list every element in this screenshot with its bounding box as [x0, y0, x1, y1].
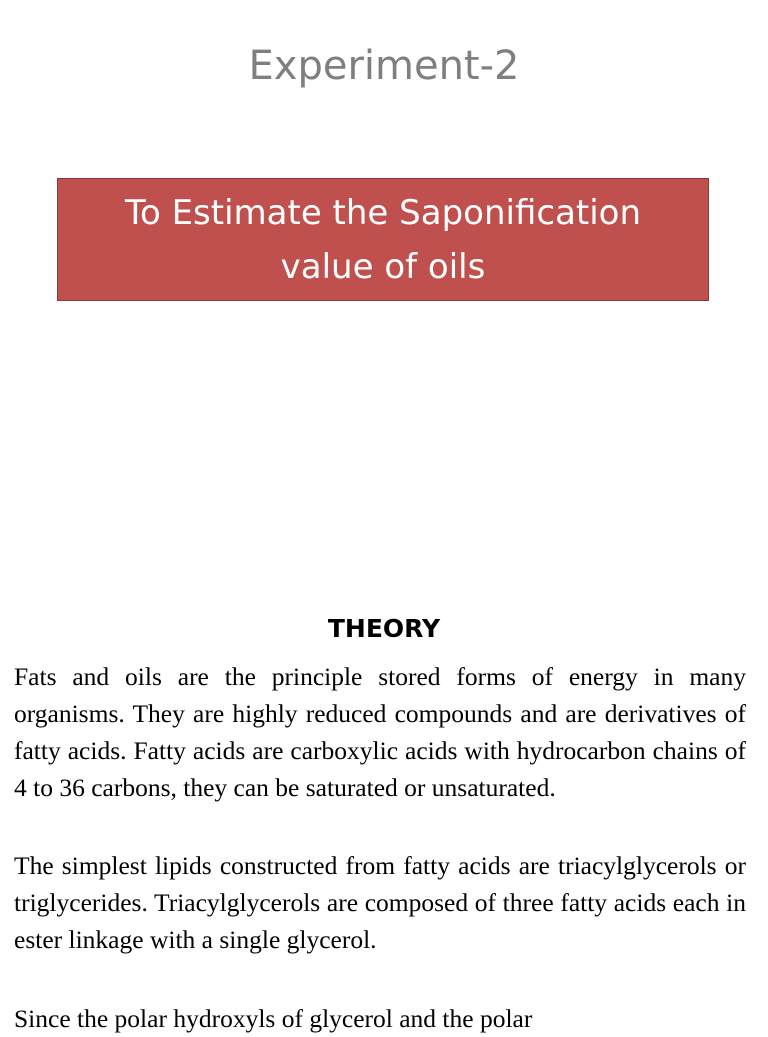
slide-title: Experiment-2	[248, 43, 520, 89]
theory-paragraph-1: Fats and oils are the principle stored forms of energy in many organisms. They are highly reduced compounds and are derivatives of fatty acids. Fatty acids are carboxylic acids with hydrocarbon chains of 4 to 36 carbons, they can be saturated or unsaturated.	[14, 662, 746, 802]
banner-line-1: To Estimate the Saponification	[124, 192, 642, 233]
theory-heading: THEORY	[327, 614, 441, 643]
theory-paragraph-3: Since the polar hydroxyls of glycerol and the polar	[14, 1004, 533, 1033]
theory-paragraph-2: The simplest lipids constructed from fatty acids are triacylglycerols or triglycerides. Triacylglycerols are composed of three fatty acids each in ester linkage with a single glycerol.	[14, 851, 746, 954]
banner-text	[83, 186, 683, 294]
title-banner	[57, 178, 709, 301]
banner-line-2: value of oils	[280, 246, 486, 287]
theory-page	[0, 576, 768, 1033]
